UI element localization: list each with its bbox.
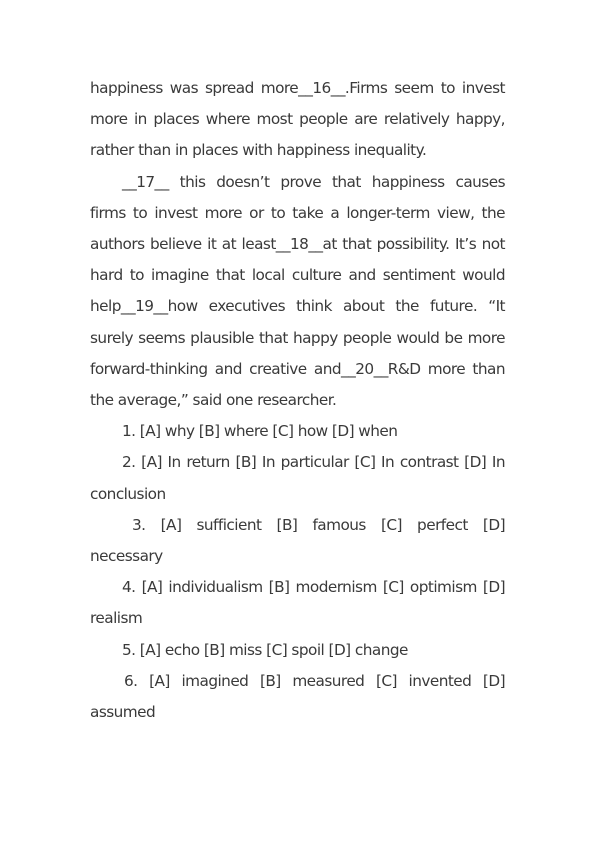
passage-paragraph-1: happiness was spread more__16__.Firms seem to invest more in places where most people are relatively happy, rather than in places with happiness inequality.: [90, 79, 505, 160]
question-item-6: 6. [A] imagined [B] measured [C] invented [D] assumed: [90, 671, 505, 722]
text-column: [90, 73, 505, 728]
passage-paragraph-2: __17__ this doesn’t prove that happiness causes firms to invest more or to take a longer-term view, the authors believe it at least__18__at that possibility. It’s not hard to imagine that local culture and sentiment would help__19__how executives think about the future. “It surely seems plausible that happy people would be more forward-thinking and creative and__20__R&D more than the average,” said one researcher.: [90, 172, 505, 410]
question-item-4: 4. [A] individualism [B] modernism [C] optimism [D] realism: [90, 578, 505, 628]
question-item-3: 3. [A] sufficient [B] famous [C] perfect [D] necessary: [90, 515, 505, 566]
question-item-5: 5. [A] echo [B] miss [C] spoil [D] change: [122, 640, 408, 659]
question-item-2: 2. [A] In return [B] In particular [C] In contrast [D] In conclusion: [90, 453, 505, 503]
question-item-1: 1. [A] why [B] where [C] how [D] when: [122, 422, 398, 441]
